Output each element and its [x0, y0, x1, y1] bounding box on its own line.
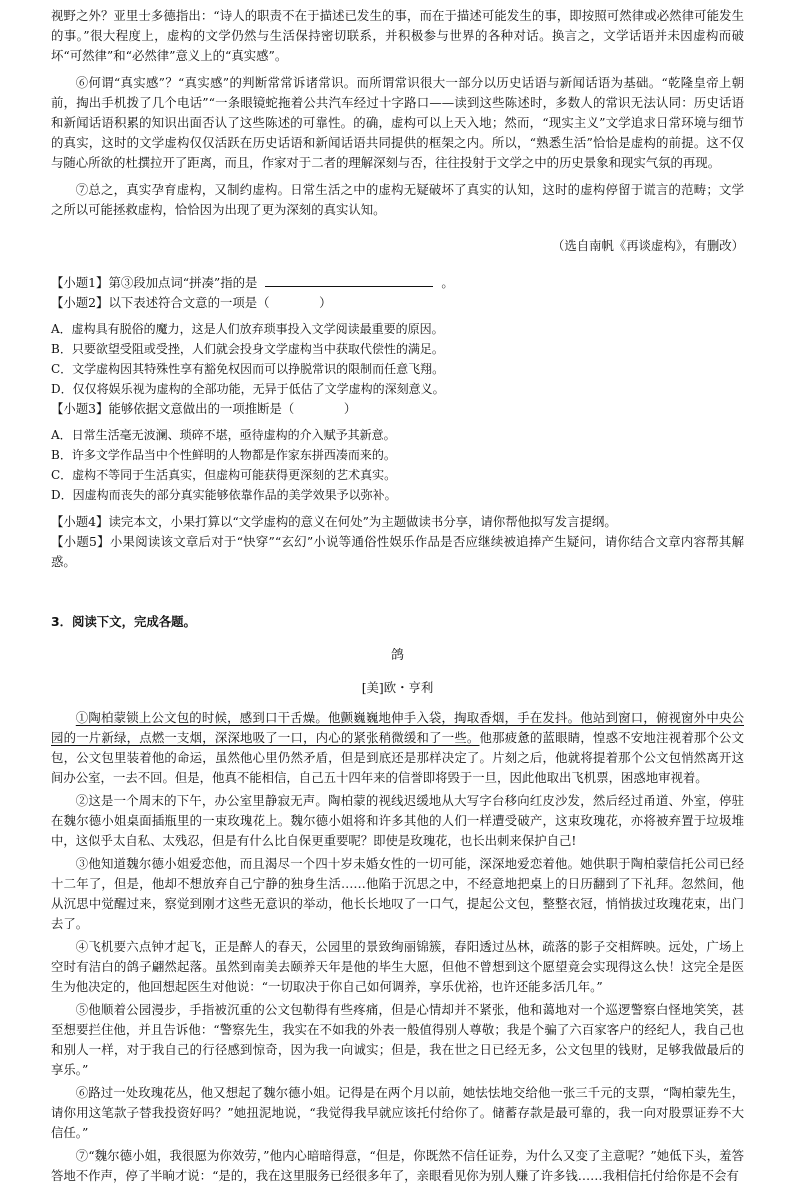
story-paragraph-1-rest: 他那疲惫的蓝眼睛，惶惑不安地注视着那个公文包，公文包里装着他的命运，虽然他心里仍然矛盾，但是到底还是那样决定了。片刻之后，他就将提着那个公文包悄然离开这间办公室，一去不回。但是，他真不能相信，自己五十四年来的信誉即将毁于一旦，因此他取出飞机票，困惑地审视着。	[51, 730, 744, 785]
question-3: 【小题3】能够依据文意做出的一项推断是（ ）	[51, 401, 357, 416]
story-paragraph-1-underlined: ①陶柏蒙锁上公文包的时候，感到口干舌燥。他颤巍巍地伸手入袋，掏取香烟，手在发抖。他站到窗口，俯视窗外中央公园的一片新绿，点燃一支烟，深深地吸了一口，内心的紧张稍微缓和了一些。	[51, 710, 744, 745]
question-2: 【小题2】以下表述符合文意的一项是（ ）	[51, 295, 332, 310]
question-2-choice-d[interactable]: D．仅仅将娱乐视为虚构的全部功能，无异于低估了文学虚构的深刻意义。	[51, 382, 445, 396]
story-title: 鸽	[390, 648, 404, 663]
question-5: 【小题5】小果阅读该文章后对于“快穿”“玄幻”小说等通俗性娱乐作品是否应继续被追捧产生疑问，请你结合文章内容帮其解惑。	[51, 534, 744, 569]
article-paragraph-6: ⑥何谓“真实感”？“真实感”的判断常常诉诸常识。而所谓常识很大一部分以历史话语与新闻话语为基础。“乾隆皇帝上朝前，掏出手机拨了几个电话”“一条眼镜蛇拖着公共汽车经过十字路口——读到这些陈述时，多数人的常识无法认同：历史话语和新闻话语积累的知识出面否认了这些陈述的可靠性。的确，虚构可以上天入地；然而，“现实主义”文学追求日常环境与细节的真实，这时的文学虚构仅仅活跃在历史话语和新闻话语共同提供的框架之内。所以，“熟悉生活”恰恰是虚构的前提。这不仅与随心所欲的杜撰拉开了距离，而且，作家对于二者的理解深刻与否，往往投射于文学之中的历史景象和现实气氛的再现。	[51, 75, 744, 170]
question-2-choice-b[interactable]: B．只要欲望受阻或受挫，人们就会投身文学虚构当中获取代偿性的满足。	[51, 342, 444, 356]
question-1	[51, 272, 744, 293]
story-paragraph-3: ③他知道魏尔德小姐爱恋他，而且渴尽一个四十岁未婚女性的一切可能，深深地爱恋着他。她供职于陶柏蒙信托公司已经十二年了，但是，他却不想放弃自己宁静的独身生活……他陷于沉思之中，不经意地把桌上的日历翻到了下礼拜。忽然间，他从沉思中觉醒过来，察觉到刚才这些无意识的举动，他长长地叹了一口气，提起公文包，整整衣冠，悄悄拔过玫瑰花束，出门去了。	[51, 856, 744, 931]
question-3-choice-c[interactable]: C．虚构不等同于生活真实，但虚构可能获得更深刻的艺术真实。	[51, 468, 397, 482]
question-1-text: 【小题1】第③段加点词“拼凑”指的是	[51, 275, 258, 290]
story-paragraph-6: ⑥路过一处玫瑰花丛，他又想起了魏尔德小姐。记得是在两个月以前，她怯怯地交给他一张三千元的支票，“陶柏蒙先生，请你用这笔款子替我投资好吗？”她扭泥地说，“我觉得我早就应该托付给你了。储蓄存款是最可靠的，我一向对股票证券不大信任。”	[51, 1085, 744, 1140]
article-paragraph-continued: 视野之外？亚里士多德指出：“诗人的职责不在于描述已发生的事，而在于描述可能发生的事，即按照可然律或必然律可能发生的事。”很大程度上，虚构的文学仍然与生活保持密切联系，并积极参与世界的各种对话。换言之，文学话语并未因虚构而破坏“可然律”和“必然律”意义上的“真实感”。	[51, 8, 744, 63]
story-paragraph-1	[51, 708, 744, 788]
story-paragraph-2: ②这是一个周末的下午，办公室里静寂无声。陶柏蒙的视线迟缓地从大写字台移向红皮沙发，然后经过甬道、外室，停驻在魏尔德小姐桌面插瓶里的一束玫瑰花上。魏尔德小姐将和许多其他的人们一样遭受破产，这束玫瑰花，亦将被弃置于垃圾堆中，这似乎太自私、太残忍，但是有什么比自保更重要呢？即使是玫瑰花，也长出刺来保护自己!	[51, 793, 744, 848]
question-3-choices	[51, 425, 744, 505]
question-2-choice-c[interactable]: C．文学虚构因其特殊性享有豁免权因而可以挣脱常识的限制而任意飞翔。	[51, 362, 445, 376]
question-3-choice-a[interactable]: A．日常生活毫无波澜、琐碎不堪，亟待虚构的介入赋予其新意。	[51, 428, 396, 442]
story-body	[51, 708, 744, 1186]
question-1-answer-blank[interactable]	[265, 272, 433, 287]
question-3-choice-d[interactable]: D．因虚构而丧失的部分真实能够依靠作品的美学效果予以弥补。	[51, 488, 397, 502]
question-3-choice-b[interactable]: B．许多文学作品当中个性鲜明的人物都是作家东拼西凑而来的。	[51, 448, 396, 462]
story-author: [美]欧・亨利	[361, 680, 434, 695]
section-3-heading: 3．阅读下文，完成各题。	[51, 614, 196, 629]
document-page	[51, 6, 744, 1189]
question-group	[51, 272, 744, 572]
story-paragraph-4: ④飞机要六点钟才起飞，正是醉人的春天，公园里的景致绚丽锦簇，春阳透过丛林，疏落的影子交相辉映。远处，广场上空时有洁白的鸽子翩然起落。虽然到南美去颐养天年是他的毕生大愿，但他不曾想到这个愿望竟会实现得这么快！这完全是医生为他决定的，他回想起医生对他说：“一切取决于你自己如何调养，享乐优裕，也许还能多活几年。”	[51, 939, 744, 994]
question-1-end: 。	[441, 275, 454, 290]
story-paragraph-7: ⑦“魏尔德小姐，我很愿为你效劳，”他内心暗暗得意，“但是，你既然不信任证券，为什么又变了主意呢？”她低下头，羞答答地不作声，停了半晌才说：“是的，我在这里服务已经很多年了，亲眼看见你为别人赚了许多钱……我相信托付给你是不会有	[51, 1148, 744, 1183]
question-2-choice-a[interactable]: A．虚构具有脱俗的魔力，这是人们放弃琐事投入文学阅读最重要的原因。	[51, 322, 444, 336]
question-4: 【小题4】读完本文，小果打算以“文学虚构的意义在何处”为主题做读书分享，请你帮他拟写发言提纲。	[51, 514, 617, 529]
article-paragraph-7: ⑦总之，真实孕育虚构，又制约虚构。日常生活之中的虚构无疑破坏了真实的认知，这时的虚构停留于谎言的范畴；文学之所以可能拯救虚构，恰恰因为出现了更为深刻的真实认知。	[51, 182, 744, 217]
question-2-choices	[51, 319, 744, 399]
story-paragraph-5: ⑤他顺着公园漫步，手指被沉重的公文包勒得有些疼痛，但是心情却并不紧张，他和蔼地对一个巡逻警察白怪地笑笑，甚至想要拦住他，并且告诉他：“警察先生，我实在不如我的外表一般值得别人尊敬；我是个骗了六百家客户的经纪人，我自己也和别人一样，对于我自己的行径感到惊奇，因为我一向诚实；但是，我在世之日已经无多，公文包里的钱财，足够我做最后的享乐。”	[51, 1002, 744, 1077]
article-source: （选自南帆《再谈虚构》，有删改）	[551, 238, 744, 253]
